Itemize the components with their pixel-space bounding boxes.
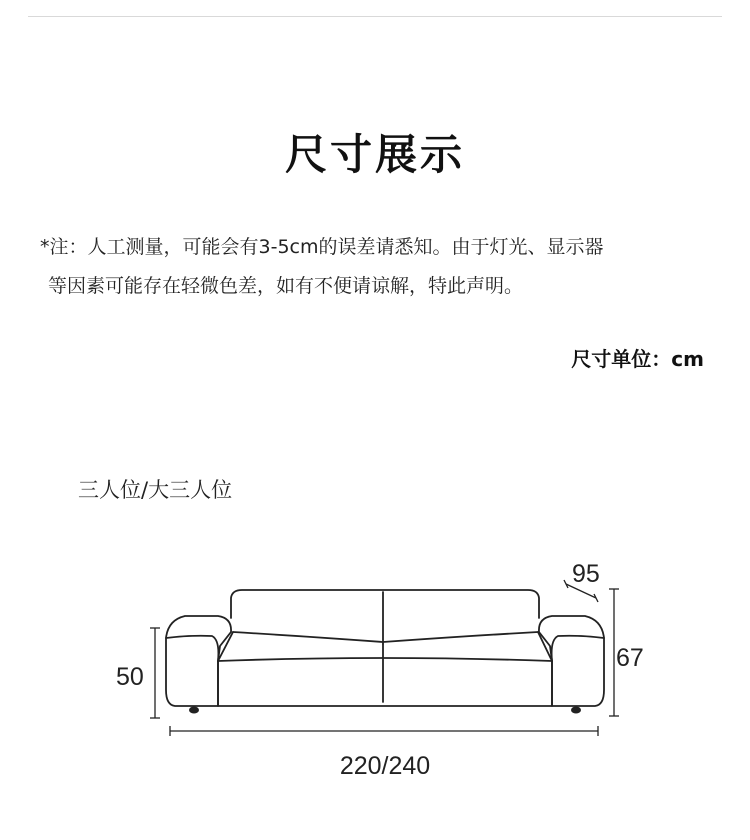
note-line-2: 等因素可能存在轻微色差，如有不便请谅解，特此声明。 bbox=[48, 275, 524, 297]
section-title: 尺寸展示 bbox=[284, 130, 465, 179]
measurement-note bbox=[40, 228, 730, 306]
sofa-illustration bbox=[166, 590, 604, 706]
top-divider bbox=[28, 16, 722, 17]
sofa-dimension-drawing bbox=[0, 540, 750, 800]
sofa-base bbox=[218, 661, 552, 706]
right-foot bbox=[571, 707, 581, 714]
height-value: 67 bbox=[616, 644, 644, 672]
note-line-1: *注：人工测量，可能会有3-5cm的误差请悉知。由于灯光、显示器 bbox=[40, 236, 604, 258]
seat-height-value: 50 bbox=[116, 663, 144, 691]
depth-value: 95 bbox=[572, 560, 600, 588]
sofa-seat-top bbox=[233, 632, 538, 642]
sofa-backrest bbox=[231, 590, 539, 618]
unit-label: 尺寸单位：cm bbox=[571, 347, 704, 371]
model-label: 三人位/大三人位 bbox=[78, 478, 233, 502]
width-value: 220/240 bbox=[339, 752, 431, 780]
sofa-seat-front bbox=[218, 658, 552, 661]
left-foot bbox=[189, 707, 199, 714]
